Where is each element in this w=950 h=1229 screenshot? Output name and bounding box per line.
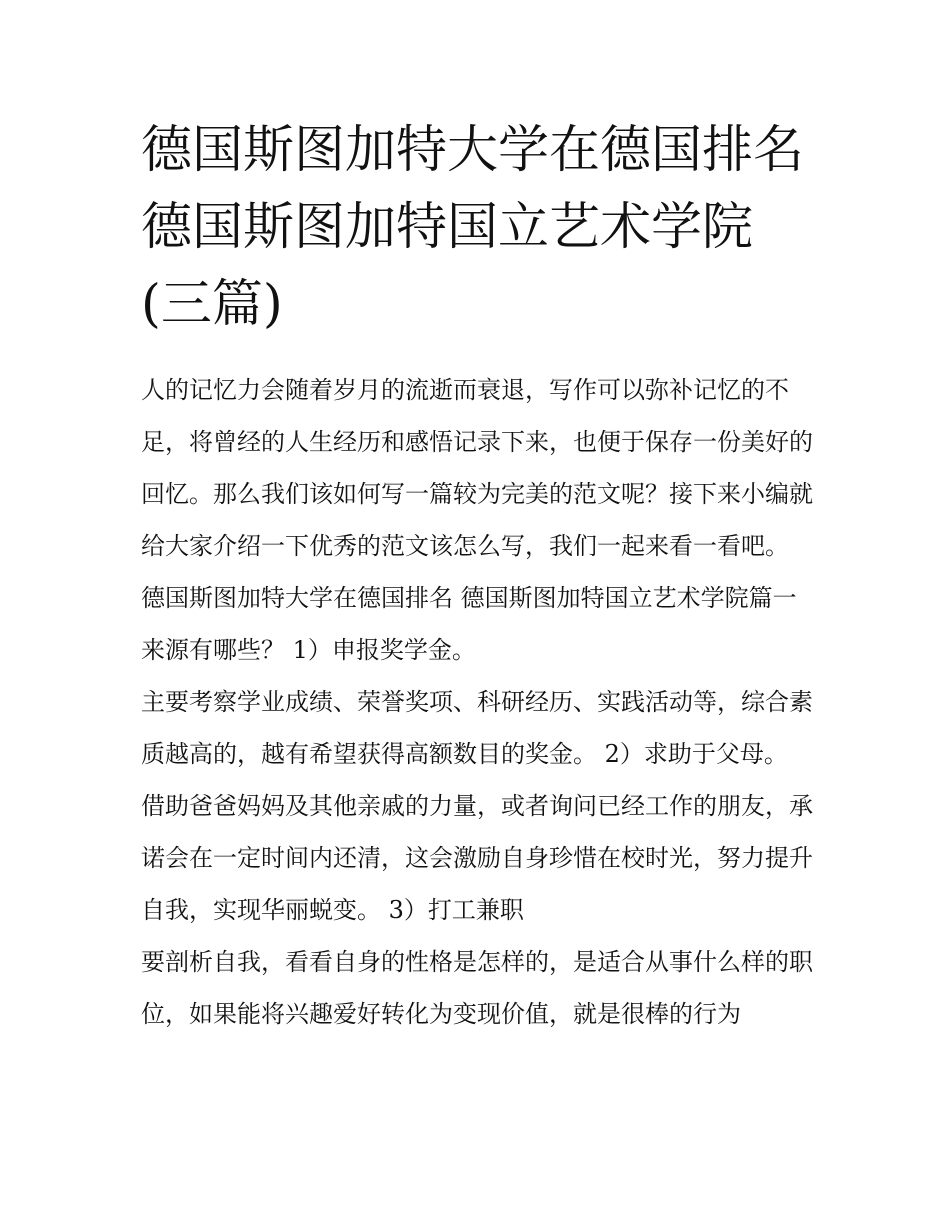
paragraph-intro: 人的记忆力会随着岁月的流逝而衰退，写作可以弥补记忆的不足，将曾经的人生经历和感悟记录下来，也便于保存一份美好的回忆。那么我们该如何写一篇较为完美的范文呢？接下来小编就给大家介绍一下优秀的范文该怎么写，我们一起来看一看吧。: [141, 376, 813, 560]
paragraph-family-help: 借助爸爸妈妈及其他亲戚的力量，或者询问已经工作的朋友，承诺会在一定时间内还清，这会激励自身珍惜在校时光，努力提升自我，实现华丽蜕变。 3）打工兼职: [141, 792, 813, 924]
paragraph-section-heading: 德国斯图加特大学在德国排名 德国斯图加特国立艺术学院篇一 来源有哪些？ 1）申报奖学金。: [141, 584, 797, 664]
document-page: [141, 112, 813, 1040]
document-title: 德国斯图加特大学在德国排名德国斯图加特国立艺术学院(三篇): [141, 121, 805, 334]
document-body: [141, 364, 813, 1040]
paragraph-part-time: 要剖析自我，看看自身的性格是怎样的，是适合从事什么样的职位，如果能将兴趣爱好转化为变现价值，就是很棒的行为: [141, 948, 813, 1028]
paragraph-scholarship: 主要考察学业成绩、荣誉奖项、科研经历、实践活动等，综合素质越高的，越有希望获得高额数目的奖金。 2）求助于父母。: [141, 688, 813, 768]
